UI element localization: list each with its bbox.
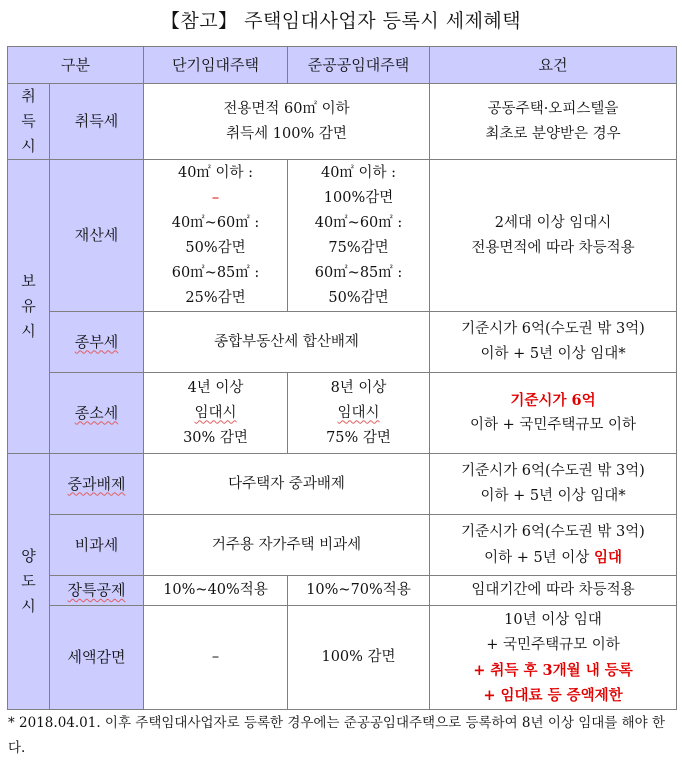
table-row [8, 373, 677, 454]
benefit-line: 100%감면 [323, 189, 394, 206]
category-holding: 보 유 시 [8, 160, 50, 454]
item-long-term-deduction [50, 576, 144, 606]
requirement-line: 기준시가 6억(수도권 밖 3억) [461, 321, 645, 337]
requirement-text: 이하 + 5년 이상 [484, 549, 594, 566]
table-row [8, 160, 677, 312]
benefit-line: 50%감면 [185, 239, 246, 256]
property-tax-semi-public [288, 160, 430, 312]
tax-benefit-table [7, 46, 677, 710]
acquisition-tax-requirement [430, 84, 677, 160]
heavy-tax-exclusion-benefit: 다주택자 중과배제 [144, 454, 430, 515]
long-term-deduction-requirement: 임대기간에 따라 차등적용 [430, 576, 677, 606]
requirement-line: 2세대 이상 임대시 [494, 214, 612, 231]
requirement-line [430, 545, 676, 571]
tax-reduction-requirement [430, 606, 677, 710]
item-label: 종부세 [74, 332, 119, 351]
table-row [8, 312, 677, 373]
requirement-line: 기준시가 6억(수도권 밖 3억) [461, 463, 645, 479]
benefit-line: 60㎡~85㎡ : [171, 264, 260, 281]
income-tax-requirement [430, 373, 677, 454]
comprehensive-tax-benefit: 종합부동산세 합산배제 [144, 312, 430, 373]
header-semi-public: 준공공임대주택 [288, 47, 430, 84]
income-tax-semi-public [288, 373, 430, 454]
requirement-line: 전용면적에 따라 차등적용 [471, 239, 635, 256]
comprehensive-tax-requirement [430, 312, 677, 373]
table-row [8, 606, 677, 710]
tax-reduction-short-term: – [144, 606, 288, 710]
benefit-line: 40㎡ 이하 : [320, 164, 397, 181]
benefit-line: 40㎡~60㎡ : [171, 214, 260, 231]
heavy-tax-exclusion-requirement [430, 454, 677, 515]
benefit-line: 50%감면 [328, 289, 389, 306]
tax-reduction-semi-public: 100% 감면 [288, 606, 430, 710]
long-term-deduction-semi-public: 10%~70%적용 [288, 576, 430, 606]
non-taxation-requirement [430, 515, 677, 576]
category-transfer: 양 도 시 [8, 454, 50, 710]
item-non-taxation: 비과세 [50, 515, 144, 576]
requirement-line: + 국민주택규모 이하 [486, 636, 620, 653]
benefit-line: 4년 이상 [187, 379, 244, 396]
benefit-line: 30% 감면 [183, 429, 248, 446]
benefit-line: 60㎡~85㎡ : [314, 264, 403, 281]
table-header-row [8, 47, 677, 84]
requirement-line: + 임대료 등 증액제한 [483, 686, 623, 704]
item-heavy-tax-exclusion [50, 454, 144, 515]
benefit-line: 25%감면 [185, 289, 246, 306]
benefit-line: 40㎡ 이하 : [177, 164, 254, 181]
non-taxation-benefit: 거주용 자가주택 비과세 [144, 515, 430, 576]
table-row [8, 84, 677, 160]
header-requirement: 요건 [430, 47, 677, 84]
requirement-line: 최초로 분양받은 경우 [485, 125, 621, 142]
item-label: 장특공제 [67, 581, 126, 599]
property-tax-requirement [430, 160, 677, 312]
requirement-line: + 취득 후 3개월 내 등록 [473, 661, 633, 679]
benefit-line: 75% 감면 [326, 429, 391, 446]
property-tax-short-term [144, 160, 288, 312]
table-row [8, 576, 677, 606]
requirement-line: 이하 + 5년 이상 임대* [480, 346, 626, 362]
requirement-line: 10년 이상 임대 [504, 611, 602, 628]
item-acquisition-tax: 취득세 [50, 84, 144, 160]
item-income-tax [50, 373, 144, 454]
category-acquisition: 취 득 시 [8, 84, 50, 160]
benefit-line: 임대시 [337, 404, 380, 421]
benefit-line: 75%감면 [328, 239, 389, 256]
requirement-line: 기준시가 6억(수도권 밖 3억) [461, 523, 645, 540]
header-short-term: 단기임대주택 [144, 47, 288, 84]
benefit-line: 임대시 [194, 404, 237, 421]
table-row [8, 515, 677, 576]
requirement-line: 기준시가 6억 [510, 392, 596, 409]
item-tax-reduction: 세액감면 [50, 606, 144, 710]
benefit-line: 40㎡~60㎡ : [314, 214, 403, 231]
benefit-line: – [211, 189, 220, 206]
page-title: 【참고】 주택임대사업자 등록시 세제혜택 [160, 10, 522, 32]
item-property-tax: 재산세 [50, 160, 144, 312]
table-row [8, 454, 677, 515]
item-label: 종소세 [74, 403, 119, 422]
item-label: 중과배제 [67, 474, 126, 493]
requirement-line: 공동주택·오피스텔을 [487, 100, 619, 117]
item-comprehensive-tax [50, 312, 144, 373]
footnote: * 2018.04.01. 이후 주택임대사업자로 등록한 경우에는 준공공임대주택으로 등록하여 8년 이상 임대를 해야 한다. [8, 715, 666, 756]
requirement-highlight: 임대 [593, 548, 622, 566]
acquisition-tax-benefit: 전용면적 60㎡ 이하 취득세 100% 감면 [144, 84, 430, 160]
income-tax-short-term [144, 373, 288, 454]
requirement-line: 이하 + 국민주택규모 이하 [469, 417, 637, 433]
header-category: 구분 [8, 47, 144, 84]
requirement-line: 이하 + 5년 이상 임대* [480, 488, 626, 504]
benefit-line: 8년 이상 [330, 379, 387, 396]
long-term-deduction-short-term: 10%~40%적용 [144, 576, 288, 606]
